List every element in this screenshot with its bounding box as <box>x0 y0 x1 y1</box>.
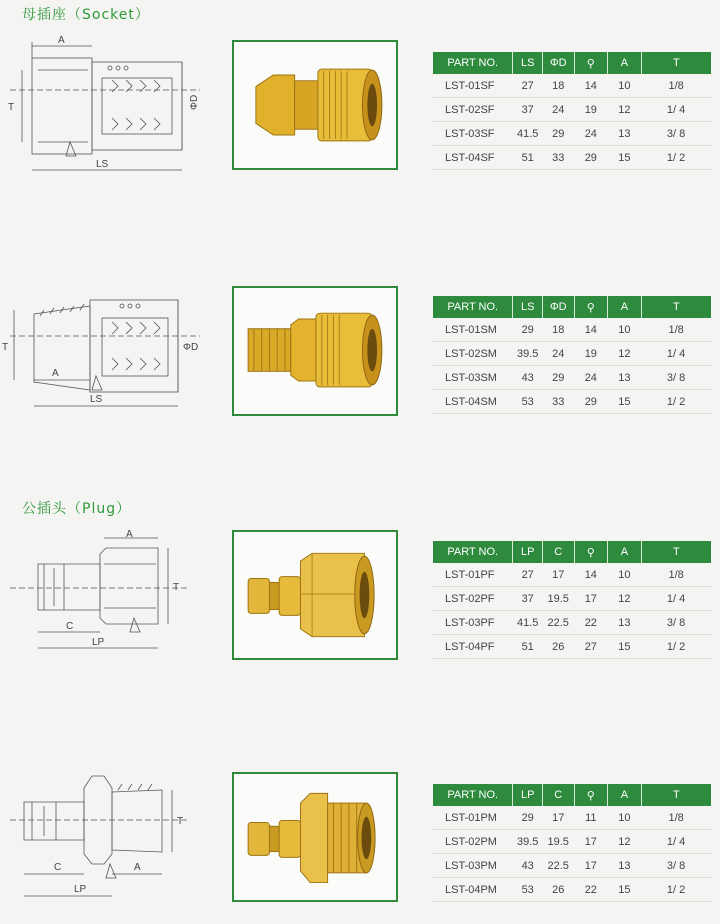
cell: 27 <box>513 563 543 587</box>
table-row <box>433 830 711 854</box>
plug-male-drawing <box>0 760 210 920</box>
cell: 17 <box>574 830 608 854</box>
cell: 1/8 <box>641 318 711 342</box>
cell: 24 <box>574 122 608 146</box>
table-row <box>433 878 711 902</box>
cell: 33 <box>542 390 574 414</box>
table-row <box>433 390 711 414</box>
plug-male-table <box>433 784 711 902</box>
cell: 39.5 <box>513 342 543 366</box>
col-header: T <box>641 784 711 806</box>
part-no: LST-04PM <box>433 878 513 902</box>
cell: 51 <box>513 146 543 170</box>
col-header: ΦD <box>542 52 574 74</box>
part-no: LST-01SF <box>433 74 513 98</box>
cell: 13 <box>608 854 642 878</box>
cell: 29 <box>574 390 608 414</box>
part-no: LST-04SM <box>433 390 513 414</box>
cell: 22.5 <box>542 611 574 635</box>
part-no: LST-04SF <box>433 146 513 170</box>
wrench-icon: ⚲ <box>574 784 608 806</box>
cell: 26 <box>542 635 574 659</box>
table-row <box>433 366 711 390</box>
cell: 10 <box>608 74 642 98</box>
part-no: LST-04PF <box>433 635 513 659</box>
cell: 1/ 2 <box>641 390 711 414</box>
dim-c-label: C <box>54 862 62 873</box>
cell: 3/ 8 <box>641 611 711 635</box>
socket-male-photo <box>232 286 398 416</box>
cell: 29 <box>542 366 574 390</box>
cell: 37 <box>513 98 543 122</box>
table-row <box>433 635 711 659</box>
cell: 24 <box>542 342 574 366</box>
table-row <box>433 146 711 170</box>
cell: 41.5 <box>513 122 543 146</box>
cell: 27 <box>513 74 543 98</box>
cell: 13 <box>608 122 642 146</box>
dim-phid-label: ΦD <box>189 94 200 110</box>
table-row <box>433 318 711 342</box>
cell: 33 <box>542 146 574 170</box>
col-header: PART NO. <box>433 541 513 563</box>
cell: 53 <box>513 390 543 414</box>
dim-t-label: T <box>173 582 180 593</box>
cell: 15 <box>608 878 642 902</box>
col-header: A <box>608 296 642 318</box>
table-row <box>433 122 711 146</box>
cell: 15 <box>608 146 642 170</box>
table-row <box>433 587 711 611</box>
col-header: LP <box>513 784 543 806</box>
cell: 1/ 4 <box>641 98 711 122</box>
dim-phid-label: ΦD <box>183 342 199 353</box>
table-row <box>433 342 711 366</box>
cell: 3/ 8 <box>641 122 711 146</box>
plug-heading: 公插头（Plug） <box>22 501 132 517</box>
socket-heading: 母插座（Socket） <box>22 7 150 23</box>
cell: 14 <box>574 74 608 98</box>
cell: 1/ 2 <box>641 146 711 170</box>
cell: 19.5 <box>542 587 574 611</box>
cell: 1/ 4 <box>641 342 711 366</box>
cell: 39.5 <box>513 830 543 854</box>
cell: 43 <box>513 366 543 390</box>
col-header: LP <box>513 541 543 563</box>
col-header: C <box>542 541 574 563</box>
cell: 11 <box>574 806 608 830</box>
dim-t-label: T <box>8 102 15 113</box>
cell: 14 <box>574 563 608 587</box>
table-row <box>433 854 711 878</box>
cell: 1/8 <box>641 563 711 587</box>
cell: 12 <box>608 587 642 611</box>
cell: 17 <box>542 806 574 830</box>
cell: 1/8 <box>641 74 711 98</box>
part-no: LST-01PF <box>433 563 513 587</box>
part-no: LST-03PF <box>433 611 513 635</box>
cell: 3/ 8 <box>641 366 711 390</box>
part-no: LST-01PM <box>433 806 513 830</box>
socket-male-drawing <box>0 280 210 440</box>
socket-female-photo <box>232 40 398 170</box>
socket-female-drawing <box>0 30 210 190</box>
cell: 14 <box>574 318 608 342</box>
plug-male-photo <box>232 772 398 902</box>
table-row <box>433 74 711 98</box>
cell: 26 <box>542 878 574 902</box>
cell: 43 <box>513 854 543 878</box>
cell: 29 <box>513 806 543 830</box>
cell: 1/8 <box>641 806 711 830</box>
cell: 18 <box>542 318 574 342</box>
part-no: LST-02SF <box>433 98 513 122</box>
col-header: T <box>641 541 711 563</box>
table-row <box>433 806 711 830</box>
cell: 13 <box>608 366 642 390</box>
dim-a-label: A <box>134 862 141 873</box>
cell: 19 <box>574 342 608 366</box>
col-header: ΦD <box>542 296 574 318</box>
cell: 1/ 4 <box>641 830 711 854</box>
cell: 17 <box>542 563 574 587</box>
col-header: PART NO. <box>433 296 513 318</box>
part-no: LST-03PM <box>433 854 513 878</box>
wrench-icon: ⚲ <box>574 52 608 74</box>
col-header: LS <box>513 296 543 318</box>
col-header: PART NO. <box>433 52 513 74</box>
col-header: A <box>608 52 642 74</box>
cell: 29 <box>542 122 574 146</box>
cell: 10 <box>608 563 642 587</box>
table-row <box>433 98 711 122</box>
cell: 29 <box>574 146 608 170</box>
part-no: LST-01SM <box>433 318 513 342</box>
cell: 27 <box>574 635 608 659</box>
socket-female-table <box>433 52 711 170</box>
table-row <box>433 563 711 587</box>
cell: 3/ 8 <box>641 854 711 878</box>
cell: 22 <box>574 611 608 635</box>
plug-female-table <box>433 541 711 659</box>
cell: 19 <box>574 98 608 122</box>
cell: 29 <box>513 318 543 342</box>
cell: 12 <box>608 342 642 366</box>
cell: 1/ 2 <box>641 635 711 659</box>
cell: 17 <box>574 854 608 878</box>
cell: 12 <box>608 98 642 122</box>
cell: 18 <box>542 74 574 98</box>
plug-female-drawing <box>0 528 210 688</box>
dim-lp-label: LP <box>74 884 87 895</box>
cell: 22.5 <box>542 854 574 878</box>
part-no: LST-03SF <box>433 122 513 146</box>
cell: 1/ 2 <box>641 878 711 902</box>
cell: 15 <box>608 635 642 659</box>
cell: 37 <box>513 587 543 611</box>
cell: 13 <box>608 611 642 635</box>
cell: 24 <box>574 366 608 390</box>
col-header: LS <box>513 52 543 74</box>
part-no: LST-03SM <box>433 366 513 390</box>
cell: 41.5 <box>513 611 543 635</box>
cell: 10 <box>608 318 642 342</box>
part-no: LST-02PF <box>433 587 513 611</box>
col-header: C <box>542 784 574 806</box>
part-no: LST-02PM <box>433 830 513 854</box>
cell: 17 <box>574 587 608 611</box>
dim-ls-label: LS <box>96 159 109 170</box>
dim-ls-label: LS <box>90 394 103 405</box>
cell: 15 <box>608 390 642 414</box>
wrench-icon: ⚲ <box>574 296 608 318</box>
dim-lp-label: LP <box>92 637 105 648</box>
dim-a-label: A <box>126 529 133 540</box>
cell: 12 <box>608 830 642 854</box>
col-header: A <box>608 784 642 806</box>
cell: 22 <box>574 878 608 902</box>
cell: 53 <box>513 878 543 902</box>
col-header: A <box>608 541 642 563</box>
cell: 1/ 4 <box>641 587 711 611</box>
col-header: PART NO. <box>433 784 513 806</box>
table-row <box>433 611 711 635</box>
socket-male-table <box>433 296 711 414</box>
cell: 51 <box>513 635 543 659</box>
cell: 24 <box>542 98 574 122</box>
dim-t-label: T <box>177 816 184 827</box>
wrench-icon: ⚲ <box>574 541 608 563</box>
plug-female-photo <box>232 530 398 660</box>
part-no: LST-02SM <box>433 342 513 366</box>
dim-a-label: A <box>58 35 65 46</box>
dim-t-label: T <box>2 342 9 353</box>
col-header: T <box>641 52 711 74</box>
cell: 10 <box>608 806 642 830</box>
col-header: T <box>641 296 711 318</box>
dim-a-label: A <box>52 368 59 379</box>
dim-c-label: C <box>66 621 74 632</box>
cell: 19.5 <box>542 830 574 854</box>
